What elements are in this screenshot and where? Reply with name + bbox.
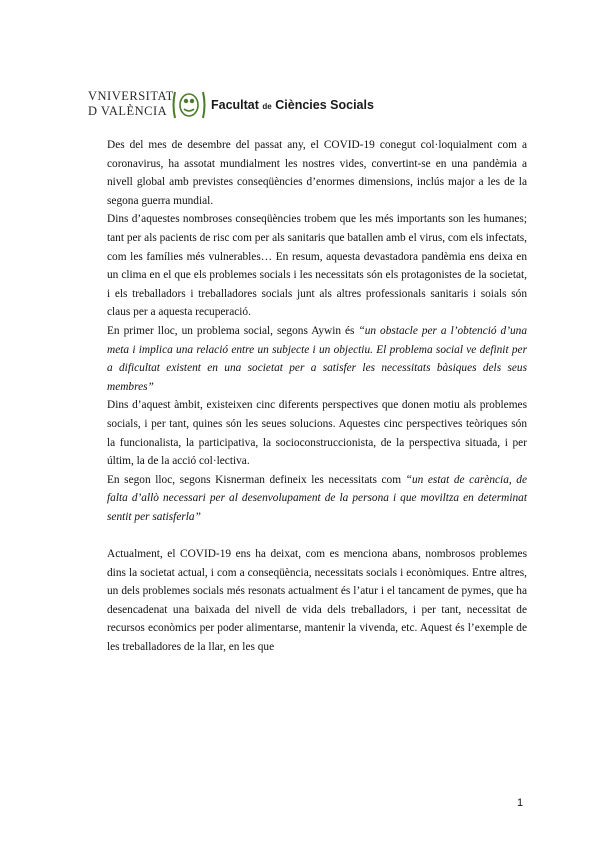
paragraph-3-text: En primer lloc, un problema social, segons Aywin és (107, 324, 359, 337)
document-body (107, 136, 527, 657)
university-name-line2: D VALÈNCIA (88, 104, 168, 118)
paragraph-4: Dins d’aquest àmbit, existeixen cinc diferents perspectives que donen motiu als problemes socials, i per tant, quines són les seues solucions. Aquestes cinc perspectives teòriques són la funcionalista, la participativa, la socioconstruccionista, de la perspectiva situada, i per últim, la de la acció col·lectiva. (107, 399, 527, 468)
paragraph-2: Dins d’aquestes nombroses conseqüències trobem que les més importants son les humanes; tant per als pacients de risc com per als sanitaris que batallen amb el virus, com els infectats, com les famílies més vulnerables… En resum, aquesta devastadora pandèmia ens deixa en un clima en el que els problemes socials i les necessitats són els protagonistes de la societat, i els treballadors i treballadores socials junt als altres professionals sanitaris i soials són claus per a aquesta recuperació. (107, 213, 527, 319)
paragraph-5-text: En segon lloc, segons Kisnerman defineix les necessitats com (107, 473, 406, 486)
faculty-name (211, 98, 374, 112)
university-name-line1: VNIVERSITAT (88, 89, 174, 103)
kisnerman-quote: “un estat de carència, de falta d’allò necessari per al desenvolupament de la persona i que moviltza en determinat sentit per satisferla” (107, 473, 527, 523)
page-number: 1 (517, 797, 524, 809)
paragraph-6: Actualment, el COVID-19 ens ha deixat, com es menciona abans, nombrosos problemes dins la societat actual, i com a conseqüència, necessitats socials i econòmiques. Entre altres, un dels problemes socials més resonats actualment és l’atur i el tancament de pymes, que ha desencadenat una baixada del nivell de vida dels treballadors, i per tant, necessitat de recursos econòmics per poder alimentarse, mantenir la vivenda, etc. Aquest és l’exemple de les treballadores de la llar, en les que (107, 548, 527, 654)
faculty-field: Ciències Socials (275, 98, 374, 112)
faculty-connector: de (262, 102, 272, 111)
aywin-quote: “un obstacle per a l’obtenció d’una meta i implica una relació entre un subjecte i un objectiu. El problema social ve definit per a dificultat existent en una societat per a satisfer les necessitats bàsiques dels seus membres” (107, 324, 527, 393)
faculty-seal-icon (172, 90, 206, 120)
paragraph-3 (107, 322, 527, 396)
paragraph-1: Des del mes de desembre del passat any, el COVID-19 conegut col·loquialment com a coronavirus, ha assotat mundialment les nostres vides, convertint-se en una pandèmia a nivell global amb previstes conseqüències d’enormes dimensions, inclús major a les de la segona guerra mundial. (107, 139, 527, 207)
paragraph-5 (107, 471, 527, 527)
faculty-word: Facultat (211, 98, 259, 112)
university-logo (88, 88, 174, 122)
page-header (88, 88, 508, 124)
